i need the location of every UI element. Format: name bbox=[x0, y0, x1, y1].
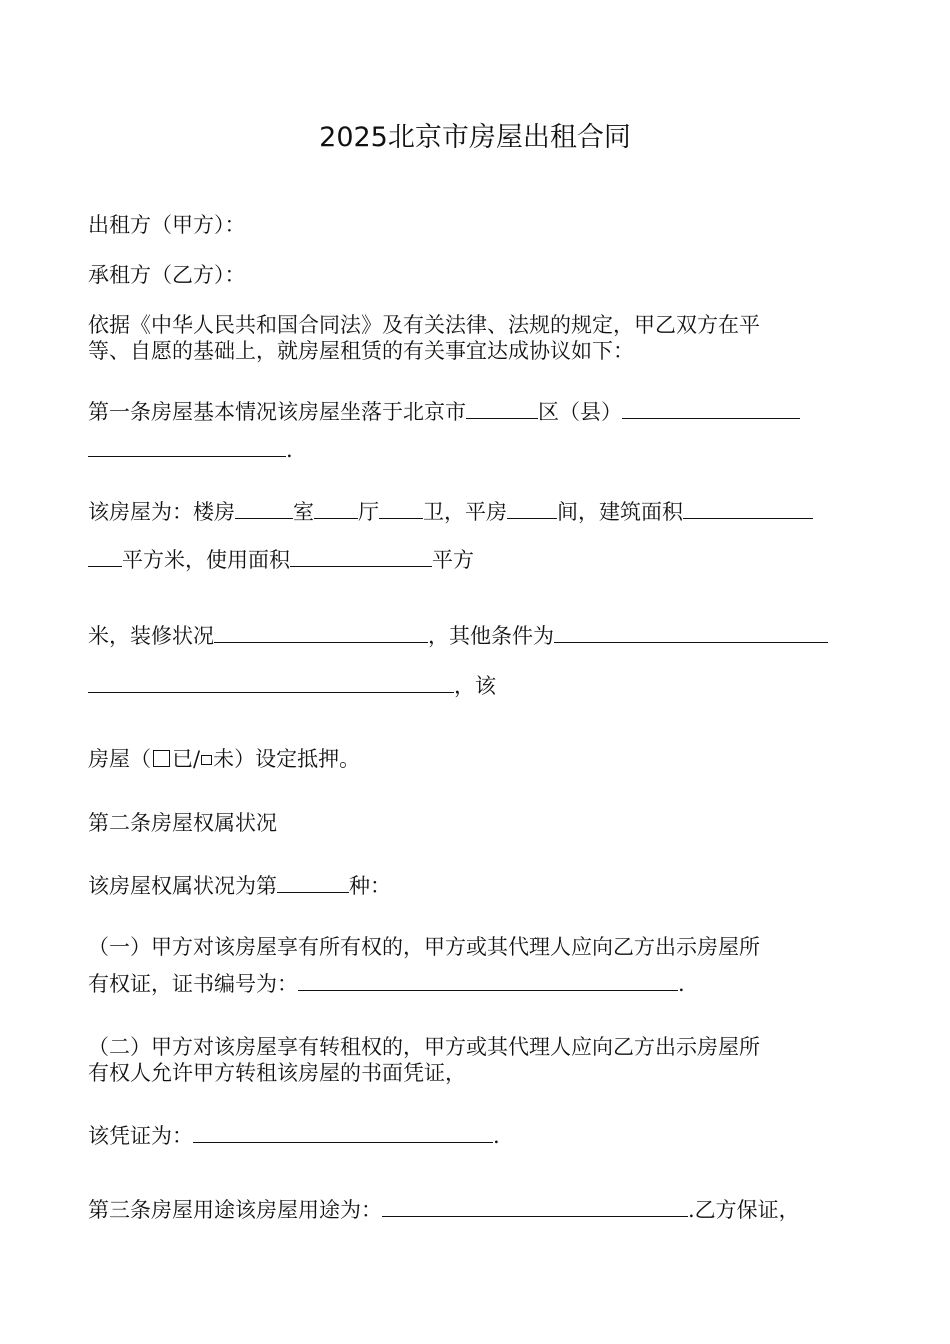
building-area-blank[interactable] bbox=[683, 498, 813, 519]
clause-1-line-2 bbox=[88, 970, 685, 997]
mortgage-label-start: 房屋（ bbox=[88, 747, 151, 771]
not-mortgaged-label: 未）设定抵押。 bbox=[213, 747, 361, 771]
decoration-blank[interactable] bbox=[214, 622, 428, 643]
room-label: 室 bbox=[293, 500, 314, 524]
building-area-blank-continued[interactable] bbox=[88, 546, 122, 567]
intro-line-2: 等、自愿的基础上，就房屋租赁的有关事宜达成协议如下： bbox=[88, 339, 634, 363]
article2-heading: 第二条房屋权属状况 bbox=[88, 811, 277, 835]
lessee-line: 承租方（乙方）： bbox=[88, 263, 246, 287]
bungalow-rooms-blank[interactable] bbox=[507, 498, 557, 519]
article1-heading-text: 第一条房屋基本情况该房屋坐落于北京市 bbox=[88, 400, 466, 424]
mortgage-line bbox=[88, 746, 360, 772]
other-conditions-continuation bbox=[88, 672, 496, 699]
halls-blank[interactable] bbox=[314, 498, 358, 519]
ownership-type-blank[interactable] bbox=[277, 872, 349, 893]
voucher-line bbox=[88, 1122, 500, 1149]
other-conditions-blank[interactable] bbox=[554, 622, 828, 643]
other-conditions-blank-continued[interactable] bbox=[88, 672, 454, 693]
other-conditions-label: ，其他条件为 bbox=[428, 624, 554, 648]
ownership-type-label: 该房屋权属状况为第 bbox=[88, 874, 277, 898]
article1-address-continuation bbox=[88, 436, 293, 463]
square-meter-label: 平方 bbox=[432, 548, 474, 572]
district-label: 区（县） bbox=[538, 400, 622, 424]
voucher-end: . bbox=[493, 1124, 500, 1148]
clause-1-line-1: （一）甲方对该房屋享有所有权的，甲方或其代理人应向乙方出示房屋所 bbox=[88, 935, 760, 959]
area-line bbox=[88, 546, 474, 573]
address-blank-continued[interactable] bbox=[88, 436, 286, 457]
usable-area-blank[interactable] bbox=[290, 546, 432, 567]
voucher-label: 该凭证为： bbox=[88, 1124, 193, 1148]
hall-label: 厅 bbox=[358, 500, 379, 524]
intro-line-1: 依据《中华人民共和国合同法》及有关法律、法规的规定，甲乙双方在平 bbox=[88, 313, 760, 337]
usage-blank[interactable] bbox=[382, 1196, 688, 1217]
certificate-number-end: . bbox=[678, 972, 685, 996]
building-area-label: 间，建筑面积 bbox=[557, 500, 683, 524]
clause-2-line-1: （二）甲方对该房屋享有转租权的，甲方或其代理人应向乙方出示房屋所 bbox=[88, 1035, 760, 1059]
rooms-blank[interactable] bbox=[235, 498, 293, 519]
district-blank[interactable] bbox=[466, 398, 538, 419]
decoration-label: 米，装修状况 bbox=[88, 624, 214, 648]
ownership-type-line bbox=[88, 872, 391, 899]
mortgaged-label: 已/ bbox=[172, 747, 201, 771]
voucher-blank[interactable] bbox=[193, 1122, 493, 1143]
article3-line bbox=[88, 1196, 800, 1223]
not-mortgaged-checkbox[interactable] bbox=[201, 755, 212, 765]
house-type-line bbox=[88, 498, 813, 525]
guarantee-text: .乙方保证， bbox=[688, 1198, 800, 1222]
mortgaged-checkbox[interactable] bbox=[153, 750, 170, 767]
address-blank[interactable] bbox=[622, 398, 800, 419]
house-type-label: 该房屋为：楼房 bbox=[88, 500, 235, 524]
certificate-number-label: 有权证，证书编号为： bbox=[88, 972, 298, 996]
other-conditions-end: ，该 bbox=[454, 674, 496, 698]
certificate-number-blank[interactable] bbox=[298, 970, 678, 991]
baths-blank[interactable] bbox=[379, 498, 423, 519]
ownership-type-suffix: 种： bbox=[349, 874, 391, 898]
lessor-line: 出租方（甲方）： bbox=[88, 213, 246, 237]
contract-title: 2025北京市房屋出租合同 bbox=[319, 122, 631, 153]
address-end: . bbox=[286, 438, 293, 462]
article1-location-line bbox=[88, 398, 800, 425]
decoration-line bbox=[88, 622, 828, 649]
bath-label: 卫，平房 bbox=[423, 500, 507, 524]
clause-2-line-2: 有权人允许甲方转租该房屋的书面凭证， bbox=[88, 1061, 466, 1085]
usage-label: 第三条房屋用途该房屋用途为： bbox=[88, 1198, 382, 1222]
usable-area-label: 平方米，使用面积 bbox=[122, 548, 290, 572]
